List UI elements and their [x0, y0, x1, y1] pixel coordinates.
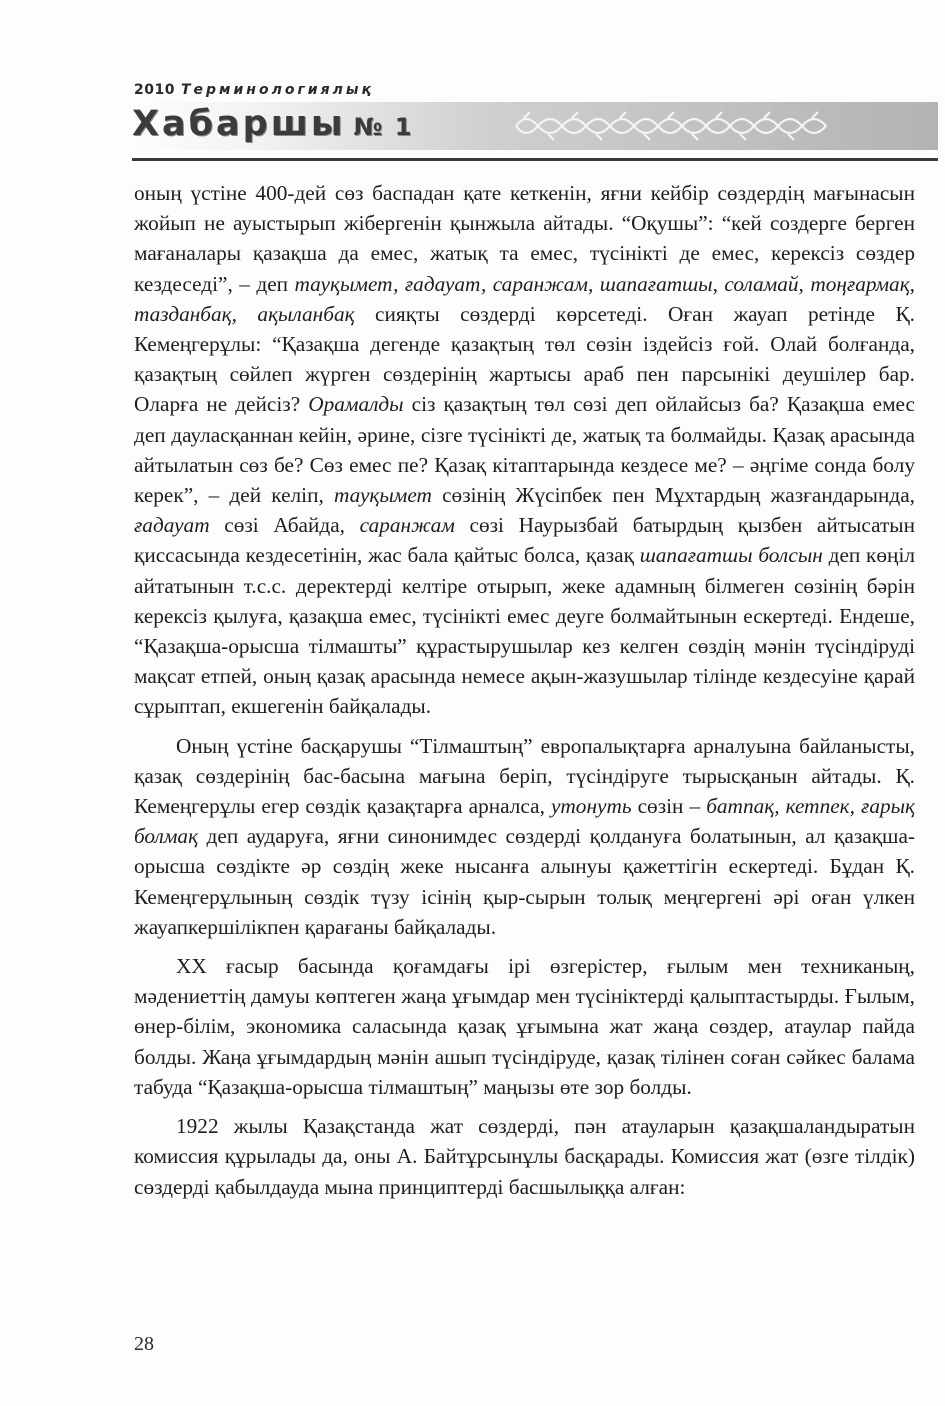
italic-term: саранжам	[359, 513, 455, 538]
italic-term: ғадауат	[134, 513, 210, 538]
paragraph	[134, 178, 915, 722]
header-subtitle: Терминологиялық	[180, 82, 374, 98]
text-run: Оның үстіне басқарушы “Тілмаштың” европалықтарға арналуына байланысты, қазақ сөздерінің бас-басына мағына беріп, түсіндіруге тырысқанын айтады. Қ. Кемеңгерұлы егер сөздік қазақтарға арналса,	[134, 733, 915, 819]
paragraph	[134, 1111, 915, 1202]
text-run: деп аударуға, яғни синонимдес сөздерді қолдануға болатынын, ал қазақша-орысша сөздікте әр сөздің жеке нысанға алынуы қажеттігін ескертеді. Бұдан Қ. Кемеңгерұлының сөздік түзу ісінің қыр-сырын толық меңгергені әрі оған үлкен жауапкершілікпен қарағаны байқалады.	[134, 824, 915, 939]
issue-number: № 1	[353, 113, 414, 141]
journal-title-text: Хабаршы	[132, 104, 346, 144]
header-rule	[132, 158, 938, 161]
paragraph	[134, 951, 915, 1102]
text-run: ХХ ғасыр басында қоғамдағы ірі өзгерістер, ғылым мен техниканың, мәдениеттің дамуы көптеген жаңа ұғымдар мен түсініктерді қалыптастырды. Ғылым, өнер-білім, экономика саласында қазақ ұғымына жат жаңа сөздер, атаулар пайда болды. Жаңа ұғымдардың мәнін ашып түсіндіруде, қазақ тілінен соған сәйкес балама табуда “Қазақша-орысша тілмаштың” маңызы өте зор болды.	[134, 954, 915, 1099]
text-run: деп көңіл айтатынын т.с.с. деректерді келтіре отырып, жеке адамның білмеген сөзінің бәрін керексіз қылуға, қазақша емес, түсінікті емес деуге болмайтынын ескертеді. Ендеше, “Қазақша-орысша тілмашты” құрастырушылар кез келген сөздің мәнін түсіндіруді мақсат етпей, оның қазақ арасында немесе ақын-жазушылар тілінде кездесуіне қарай сұрыптап, екшегенін байқалады.	[134, 543, 915, 719]
italic-term: тауқымет	[333, 483, 432, 508]
italic-term: тауқымет, ғадауат, саранжам, шапағатшы, соламай, тоңғармақ, тазданбақ, ақыланбақ	[134, 271, 915, 326]
journal-title	[132, 104, 413, 144]
text-run: оның үстіне 400-дей сөз баспадан қате кеткенін, яғни кейбір сөздердің мағынасын жойып не ауыстырып жібергенін қынжыла айтады. “Оқушы”: “кей создерге берген мағаналары қазақша да емес, жатық та емес, түсінікті де емес, керексіз сөздер кездеседі”, – деп	[134, 181, 915, 296]
ornament-pattern	[510, 104, 840, 148]
text-run: сөзінің Жүсіпбек пен Мұхтардың жазғандарында,	[431, 483, 915, 508]
article-body	[134, 178, 915, 1211]
header-top-line	[134, 82, 374, 98]
header-year: 2010	[134, 82, 175, 98]
text-run: сияқты сөздерді көрсетеді. Оған жауап ретінде Қ. Кемеңгерұлы: “Қазақша дегенде қазақтың төл сөзін іздейсіз ғой. Олай болғанда, қазақтың сөйлеп жүрген сөздерінің жартысы араб пен парсынікі деушілер бар. Оларға не дейсіз?	[134, 301, 916, 417]
text-run: сөзі Наурызбай батырдың қызбен айтысатын қиссасында кездесетінін, жас бала қайтыс болса, қазақ	[134, 513, 915, 568]
running-header	[132, 76, 938, 166]
paragraph	[134, 731, 915, 942]
text-run: сөзі Абайда,	[209, 513, 360, 538]
page-number: 28	[134, 1333, 154, 1355]
text-run: 1922 жылы Қазақстанда жат сөздерді, пән атауларын қазақшаландыратын комиссия құрылады да, оны А. Байтұрсынұлы басқарады. Комиссия жат (өзге тілдік) сөздерді қабылдауда мына принциптерді басшылыққа алған:	[134, 1114, 915, 1199]
italic-term: шапағатшы болсын	[639, 543, 823, 568]
italic-term: батпақ, кетпек, ғарық болмақ	[134, 794, 916, 849]
italic-term: Орамалды	[308, 392, 404, 417]
italic-term: утонуть	[550, 794, 632, 819]
text-run: сөзін –	[631, 794, 707, 819]
text-run: сіз қазақтың төл сөзі деп ойлайсыз ба? Қазақша емес деп дауласқаннан кейін, әрине, сізге түсінікті де, жатық та болмайды. Қазақ арасында айтылатын сөз бе? Сөз емес пе? Қазақ кітаптарында кездесе ме? – әңгіме сонда болу керек”, – дей келіп,	[134, 392, 915, 508]
